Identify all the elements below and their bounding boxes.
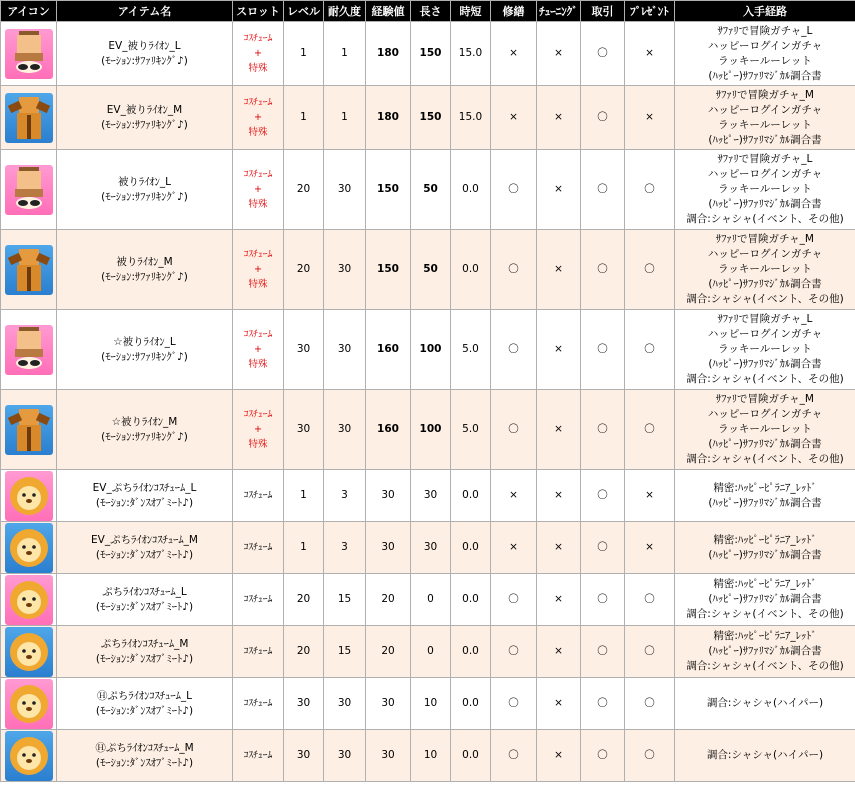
table-row (1, 522, 855, 574)
route-line: 調合:シャシャ(イベント、その他) (686, 213, 844, 225)
costume-lion-hat-pink-icon (5, 165, 53, 215)
route-line: (ﾊｯﾋﾟｰ)ｻﾌｧﾘﾏｼﾞｶﾙ調合書 (708, 593, 822, 605)
item-motion: (ﾓｰｼｮﾝ:ｻﾌｧﾘｷﾝｸﾞ♪) (101, 54, 188, 67)
route-cell (675, 626, 855, 678)
time-cell: 0.0 (451, 470, 491, 522)
exp-cell: 30 (366, 522, 411, 574)
trade-cell: 〇 (581, 574, 625, 626)
costume-petit-lion-pink-icon (5, 575, 53, 625)
route-cell (675, 574, 855, 626)
slot-text: ｺｽﾁｭｰﾑ + 特殊 (243, 329, 273, 370)
header-tuning: ﾁｭｰﾆﾝｸﾞ (537, 1, 581, 22)
header-length: 長さ (411, 1, 451, 22)
present-cell: 〇 (625, 310, 675, 390)
slot-text: ｺｽﾁｭｰﾑ + 特殊 (243, 169, 273, 210)
durability-cell: 30 (324, 310, 366, 390)
icon-cell (1, 730, 57, 782)
length-cell: 50 (411, 230, 451, 310)
present-cell: × (625, 522, 675, 574)
icon-cell (1, 230, 57, 310)
length-cell: 0 (411, 574, 451, 626)
slot-text: ｺｽﾁｭｰﾑ (243, 490, 273, 501)
exp-cell: 180 (366, 22, 411, 86)
costume-petit-lion-blue-icon (5, 627, 53, 677)
route-cell (675, 678, 855, 730)
table-row (1, 730, 855, 782)
tuning-cell: × (537, 730, 581, 782)
trade-cell: 〇 (581, 390, 625, 470)
tuning-cell: × (537, 86, 581, 150)
slot-cell (233, 678, 284, 730)
header-trade: 取引 (581, 1, 625, 22)
costume-lion-hat-blue-icon (5, 245, 53, 295)
slot-cell (233, 390, 284, 470)
route-cell (675, 730, 855, 782)
tuning-cell: × (537, 22, 581, 86)
present-cell: × (625, 470, 675, 522)
item-name-cell (57, 310, 233, 390)
exp-cell: 180 (366, 86, 411, 150)
slot-text: ｺｽﾁｭｰﾑ + 特殊 (243, 249, 273, 290)
icon-cell (1, 390, 57, 470)
costume-petit-lion-blue-icon (5, 731, 53, 781)
slot-cell (233, 22, 284, 86)
repair-cell: 〇 (491, 150, 537, 230)
time-cell: 15.0 (451, 22, 491, 86)
icon-cell (1, 150, 57, 230)
tuning-cell: × (537, 522, 581, 574)
route-line: ｻﾌｧﾘで冒険ガチャ_L (717, 24, 813, 37)
item-name-cell (57, 678, 233, 730)
tuning-cell: × (537, 150, 581, 230)
length-cell: 30 (411, 470, 451, 522)
tuning-cell: × (537, 626, 581, 678)
exp-cell: 160 (366, 310, 411, 390)
route-line: (ﾊｯﾋﾟｰ)ｻﾌｧﾘﾏｼﾞｶﾙ調合書 (708, 198, 822, 210)
item-name: EV_ぷちﾗｲｵﾝｺｽﾁｭｰﾑ_L (92, 481, 197, 494)
level-cell: 1 (284, 22, 324, 86)
trade-cell: 〇 (581, 86, 625, 150)
route-line: ラッキールーレット (718, 343, 812, 355)
length-cell: 0 (411, 626, 451, 678)
trade-cell: 〇 (581, 230, 625, 310)
repair-cell: × (491, 22, 537, 86)
costume-petit-lion-blue-icon (5, 523, 53, 573)
item-name-cell (57, 390, 233, 470)
level-cell: 30 (284, 390, 324, 470)
level-cell: 20 (284, 150, 324, 230)
table-row (1, 574, 855, 626)
repair-cell: 〇 (491, 310, 537, 390)
level-cell: 30 (284, 678, 324, 730)
level-cell: 20 (284, 626, 324, 678)
durability-cell: 3 (324, 522, 366, 574)
route-cell (675, 86, 855, 150)
level-cell: 1 (284, 470, 324, 522)
route-line: (ﾊｯﾋﾟｰ)ｻﾌｧﾘﾏｼﾞｶﾙ調合書 (708, 645, 822, 657)
item-name-cell (57, 150, 233, 230)
item-name-cell (57, 230, 233, 310)
durability-cell: 30 (324, 390, 366, 470)
slot-cell (233, 574, 284, 626)
route-line: 調合:シャシャ(イベント、その他) (686, 660, 844, 672)
icon-cell (1, 678, 57, 730)
route-line: 調合:シャシャ(イベント、その他) (686, 608, 844, 620)
route-cell (675, 310, 855, 390)
route-line: 調合:シャシャ(イベント、その他) (686, 293, 844, 305)
tuning-cell: × (537, 310, 581, 390)
header-slot: スロット (233, 1, 284, 22)
item-motion: (ﾓｰｼｮﾝ:ﾀﾞﾝｽｵﾌﾞﾐｰﾄ♪) (95, 756, 194, 769)
item-name: Ⓗぷちﾗｲｵﾝｺｽﾁｭｰﾑ_M (95, 741, 194, 754)
tuning-cell: × (537, 470, 581, 522)
item-motion: (ﾓｰｼｮﾝ:ﾀﾞﾝｽｵﾌﾞﾐｰﾄ♪) (95, 704, 194, 717)
icon-cell (1, 522, 57, 574)
slot-text: ｺｽﾁｭｰﾑ + 特殊 (243, 97, 273, 138)
trade-cell: 〇 (581, 22, 625, 86)
header-level: レベル (284, 1, 324, 22)
route-line: ラッキールーレット (718, 263, 812, 275)
time-cell: 0.0 (451, 150, 491, 230)
repair-cell: × (491, 470, 537, 522)
length-cell: 100 (411, 390, 451, 470)
trade-cell: 〇 (581, 310, 625, 390)
length-cell: 30 (411, 522, 451, 574)
time-cell: 0.0 (451, 230, 491, 310)
route-cell (675, 390, 855, 470)
level-cell: 30 (284, 730, 324, 782)
table-row (1, 230, 855, 310)
route-line: ｻﾌｧﾘで冒険ガチャ_M (716, 233, 814, 245)
route-line: (ﾊｯﾋﾟｰ)ｻﾌｧﾘﾏｼﾞｶﾙ調合書 (708, 69, 822, 82)
present-cell: 〇 (625, 574, 675, 626)
header-row (1, 1, 855, 22)
slot-cell (233, 626, 284, 678)
slot-text: ｺｽﾁｭｰﾑ + 特殊 (243, 33, 273, 74)
present-cell: 〇 (625, 730, 675, 782)
route-line: (ﾊｯﾋﾟｰ)ｻﾌｧﾘﾏｼﾞｶﾙ調合書 (708, 278, 822, 290)
exp-cell: 150 (366, 230, 411, 310)
header-time: 時短 (451, 1, 491, 22)
costume-lion-hat-pink-icon (5, 325, 53, 375)
time-cell: 0.0 (451, 522, 491, 574)
repair-cell: 〇 (491, 230, 537, 310)
trade-cell: 〇 (581, 678, 625, 730)
icon-cell (1, 310, 57, 390)
exp-cell: 160 (366, 390, 411, 470)
time-cell: 5.0 (451, 310, 491, 390)
item-name: ぷちﾗｲｵﾝｺｽﾁｭｰﾑ_M (100, 637, 189, 650)
route-line: (ﾊｯﾋﾟｰ)ｻﾌｧﾘﾏｼﾞｶﾙ調合書 (708, 496, 822, 509)
route-line: ハッピーログインガチャ (707, 248, 823, 260)
route-cell (675, 522, 855, 574)
present-cell: 〇 (625, 390, 675, 470)
item-motion: (ﾓｰｼｮﾝ:ﾀﾞﾝｽｵﾌﾞﾐｰﾄ♪) (95, 600, 194, 613)
route-line: ｻﾌｧﾘで冒険ガチャ_M (716, 88, 814, 101)
length-cell: 10 (411, 678, 451, 730)
slot-cell (233, 230, 284, 310)
repair-cell: × (491, 86, 537, 150)
item-motion: (ﾓｰｼｮﾝ:ｻﾌｧﾘｷﾝｸﾞ♪) (101, 270, 188, 283)
route-line: 精密:ﾊｯﾋﾟｰﾋﾟﾗﾆｱ_ﾚｯﾄﾞ (713, 481, 817, 494)
trade-cell: 〇 (581, 626, 625, 678)
table-row (1, 86, 855, 150)
time-cell: 5.0 (451, 390, 491, 470)
tuning-cell: × (537, 678, 581, 730)
route-cell (675, 22, 855, 86)
trade-cell: 〇 (581, 150, 625, 230)
icon-cell (1, 86, 57, 150)
slot-cell (233, 470, 284, 522)
time-cell: 0.0 (451, 678, 491, 730)
repair-cell: 〇 (491, 626, 537, 678)
level-cell: 20 (284, 574, 324, 626)
route-line: ラッキールーレット (718, 423, 812, 435)
length-cell: 150 (411, 86, 451, 150)
present-cell: 〇 (625, 626, 675, 678)
item-name: EV_ぷちﾗｲｵﾝｺｽﾁｭｰﾑ_M (91, 533, 198, 546)
route-line: ハッピーログインガチャ (707, 408, 823, 420)
tuning-cell: × (537, 230, 581, 310)
slot-text: ｺｽﾁｭｰﾑ (243, 542, 273, 553)
route-line: ハッピーログインガチャ (707, 103, 823, 116)
header-route: 入手経路 (675, 1, 855, 22)
durability-cell: 30 (324, 230, 366, 310)
item-name: ☆被りﾗｲｵﾝ_M (111, 415, 178, 428)
present-cell: 〇 (625, 150, 675, 230)
exp-cell: 20 (366, 574, 411, 626)
item-name: 被りﾗｲｵﾝ_M (116, 255, 173, 268)
durability-cell: 30 (324, 678, 366, 730)
trade-cell: 〇 (581, 730, 625, 782)
length-cell: 150 (411, 22, 451, 86)
slot-cell (233, 86, 284, 150)
present-cell: × (625, 86, 675, 150)
repair-cell: × (491, 522, 537, 574)
slot-cell (233, 150, 284, 230)
item-motion: (ﾓｰｼｮﾝ:ﾀﾞﾝｽｵﾌﾞﾐｰﾄ♪) (95, 548, 194, 561)
route-cell (675, 150, 855, 230)
time-cell: 0.0 (451, 730, 491, 782)
route-line: 精密:ﾊｯﾋﾟｰﾋﾟﾗﾆｱ_ﾚｯﾄﾞ (713, 630, 817, 642)
item-motion: (ﾓｰｼｮﾝ:ｻﾌｧﾘｷﾝｸﾞ♪) (101, 118, 188, 131)
route-line: ハッピーログインガチャ (707, 328, 823, 340)
length-cell: 50 (411, 150, 451, 230)
icon-cell (1, 626, 57, 678)
time-cell: 0.0 (451, 574, 491, 626)
header-present: ﾌﾟﾚｾﾞﾝﾄ (625, 1, 675, 22)
item-name-cell (57, 22, 233, 86)
level-cell: 20 (284, 230, 324, 310)
costume-lion-hat-blue-icon (5, 405, 53, 455)
item-motion: (ﾓｰｼｮﾝ:ﾀﾞﾝｽｵﾌﾞﾐｰﾄ♪) (95, 652, 194, 665)
route-line: ｻﾌｧﾘで冒険ガチャ_L (717, 313, 813, 325)
table-row (1, 150, 855, 230)
repair-cell: 〇 (491, 730, 537, 782)
trade-cell: 〇 (581, 522, 625, 574)
route-line: 精密:ﾊｯﾋﾟｰﾋﾟﾗﾆｱ_ﾚｯﾄﾞ (713, 533, 817, 546)
item-name: ☆被りﾗｲｵﾝ_L (113, 335, 176, 348)
tuning-cell: × (537, 574, 581, 626)
table-row (1, 22, 855, 86)
item-name: EV_被りﾗｲｵﾝ_L (108, 39, 181, 52)
time-cell: 0.0 (451, 626, 491, 678)
table-row (1, 390, 855, 470)
item-name: ぷちﾗｲｵﾝｺｽﾁｭｰﾑ_L (102, 585, 187, 598)
route-line: ハッピーログインガチャ (707, 168, 823, 180)
length-cell: 10 (411, 730, 451, 782)
costume-petit-lion-pink-icon (5, 679, 53, 729)
durability-cell: 30 (324, 730, 366, 782)
item-name: Ⓗぷちﾗｲｵﾝｺｽﾁｭｰﾑ_L (96, 689, 193, 702)
slot-text: ｺｽﾁｭｰﾑ (243, 646, 273, 657)
slot-text: ｺｽﾁｭｰﾑ (243, 750, 273, 761)
durability-cell: 1 (324, 22, 366, 86)
slot-cell (233, 310, 284, 390)
route-cell (675, 230, 855, 310)
table-row (1, 626, 855, 678)
item-name: 被りﾗｲｵﾝ_L (117, 175, 172, 188)
repair-cell: 〇 (491, 678, 537, 730)
costume-petit-lion-pink-icon (5, 471, 53, 521)
route-line: 調合:シャシャ(ハイパー) (706, 749, 824, 761)
item-name-cell (57, 730, 233, 782)
level-cell: 1 (284, 86, 324, 150)
header-icon: アイコン (1, 1, 57, 22)
slot-text: ｺｽﾁｭｰﾑ + 特殊 (243, 409, 273, 450)
route-line: ラッキールーレット (718, 118, 812, 131)
route-line: (ﾊｯﾋﾟｰ)ｻﾌｧﾘﾏｼﾞｶﾙ調合書 (708, 133, 822, 146)
durability-cell: 30 (324, 150, 366, 230)
item-name: EV_被りﾗｲｵﾝ_M (106, 103, 183, 116)
item-motion: (ﾓｰｼｮﾝ:ｻﾌｧﾘｷﾝｸﾞ♪) (101, 190, 188, 203)
header-item-name: アイテム名 (57, 1, 233, 22)
slot-text: ｺｽﾁｭｰﾑ (243, 594, 273, 605)
trade-cell: 〇 (581, 470, 625, 522)
icon-cell (1, 22, 57, 86)
repair-cell: 〇 (491, 574, 537, 626)
costume-lion-hat-blue-icon (5, 93, 53, 143)
level-cell: 30 (284, 310, 324, 390)
length-cell: 100 (411, 310, 451, 390)
header-repair: 修繕 (491, 1, 537, 22)
route-cell (675, 470, 855, 522)
exp-cell: 30 (366, 730, 411, 782)
route-line: 調合:シャシャ(イベント、その他) (686, 373, 844, 385)
header-exp: 経験値 (366, 1, 411, 22)
durability-cell: 3 (324, 470, 366, 522)
route-line: ｻﾌｧﾘで冒険ガチャ_L (717, 153, 813, 165)
route-line: ラッキールーレット (718, 183, 812, 195)
exp-cell: 150 (366, 150, 411, 230)
route-line: 精密:ﾊｯﾋﾟｰﾋﾟﾗﾆｱ_ﾚｯﾄﾞ (713, 578, 817, 590)
slot-text: ｺｽﾁｭｰﾑ (243, 698, 273, 709)
durability-cell: 1 (324, 86, 366, 150)
costume-lion-hat-pink-icon (5, 29, 53, 79)
route-line: (ﾊｯﾋﾟｰ)ｻﾌｧﾘﾏｼﾞｶﾙ調合書 (708, 548, 822, 561)
item-name-cell (57, 574, 233, 626)
exp-cell: 30 (366, 470, 411, 522)
table-row (1, 310, 855, 390)
repair-cell: 〇 (491, 390, 537, 470)
present-cell: × (625, 22, 675, 86)
level-cell: 1 (284, 522, 324, 574)
icon-cell (1, 470, 57, 522)
route-line: 調合:シャシャ(ハイパー) (706, 697, 824, 709)
slot-cell (233, 522, 284, 574)
slot-cell (233, 730, 284, 782)
route-line: 調合:シャシャ(イベント、その他) (686, 453, 844, 465)
item-motion: (ﾓｰｼｮﾝ:ｻﾌｧﾘｷﾝｸﾞ♪) (101, 430, 188, 443)
route-line: (ﾊｯﾋﾟｰ)ｻﾌｧﾘﾏｼﾞｶﾙ調合書 (708, 438, 822, 450)
icon-cell (1, 574, 57, 626)
item-motion: (ﾓｰｼｮﾝ:ｻﾌｧﾘｷﾝｸﾞ♪) (101, 350, 188, 363)
item-name-cell (57, 522, 233, 574)
route-line: ハッピーログインガチャ (707, 39, 823, 52)
route-line: ｻﾌｧﾘで冒険ガチャ_M (716, 393, 814, 405)
durability-cell: 15 (324, 574, 366, 626)
exp-cell: 30 (366, 678, 411, 730)
present-cell: 〇 (625, 230, 675, 310)
table-row (1, 678, 855, 730)
tuning-cell: × (537, 390, 581, 470)
header-durability: 耐久度 (324, 1, 366, 22)
table-row (1, 470, 855, 522)
route-line: (ﾊｯﾋﾟｰ)ｻﾌｧﾘﾏｼﾞｶﾙ調合書 (708, 358, 822, 370)
route-line: ラッキールーレット (718, 54, 812, 67)
item-name-cell (57, 626, 233, 678)
item-name-cell (57, 86, 233, 150)
time-cell: 15.0 (451, 86, 491, 150)
exp-cell: 20 (366, 626, 411, 678)
item-motion: (ﾓｰｼｮﾝ:ﾀﾞﾝｽｵﾌﾞﾐｰﾄ♪) (95, 496, 194, 509)
item-name-cell (57, 470, 233, 522)
durability-cell: 15 (324, 626, 366, 678)
present-cell: 〇 (625, 678, 675, 730)
